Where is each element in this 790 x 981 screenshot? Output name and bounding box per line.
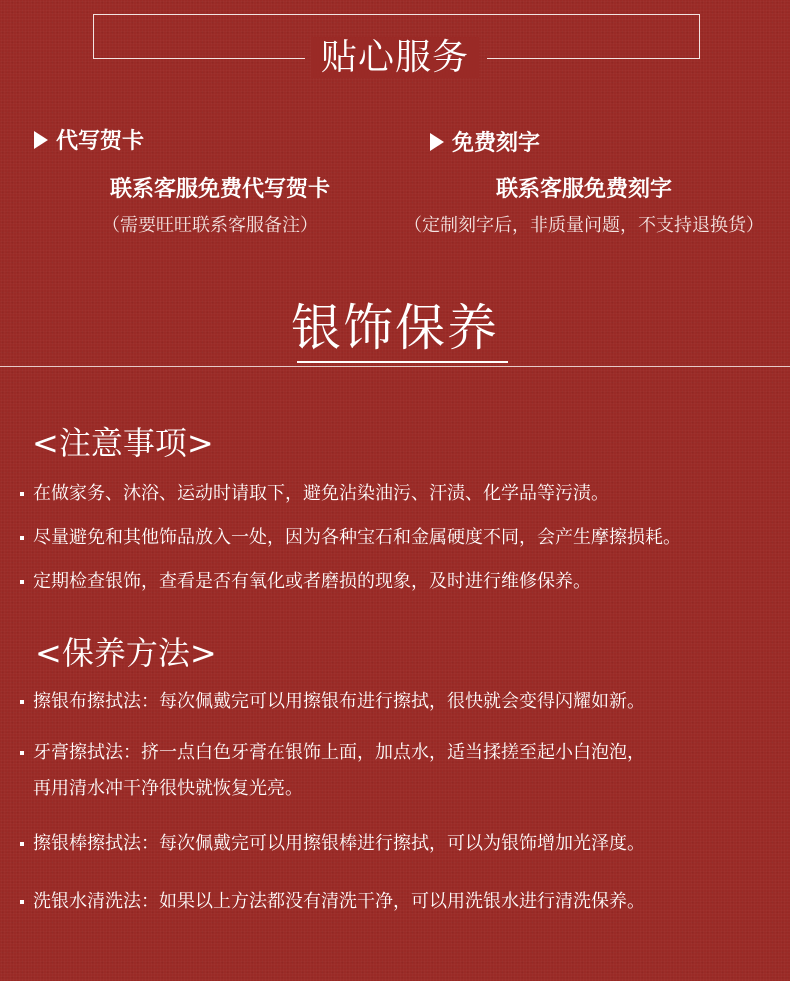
service-heading-label: 代写贺卡 <box>56 129 145 154</box>
methods-title: <保养方法> <box>35 634 217 672</box>
bullet-dot <box>20 842 24 846</box>
care-section-title: 银饰保养 <box>291 299 499 357</box>
bullet-dot <box>20 536 24 540</box>
bullet-dot <box>20 751 24 755</box>
service-greeting-card-note: （需要旺旺联系客服备注） <box>102 215 318 236</box>
service-engraving-main: 联系客服免费刻字 <box>495 177 672 202</box>
notice-item-text: 定期检查银饰，查看是否有氧化或者磨损的现象，及时进行维修保养。 <box>33 571 591 592</box>
triangle-icon <box>430 133 444 151</box>
notice-item <box>20 476 609 512</box>
method-item-line: 牙膏擦拭法：挤一点白色牙膏在银饰上面，加点水，适当揉搓至起小白泡泡， <box>33 742 645 763</box>
method-item <box>20 884 645 920</box>
service-title: 贴心服务 <box>0 36 790 80</box>
method-item <box>20 826 645 862</box>
bullet-dot <box>20 580 24 584</box>
care-title-underline <box>297 361 508 363</box>
method-item-text <box>33 735 645 807</box>
method-item-line: 再用清水冲干净很快就恢复光亮。 <box>33 778 303 799</box>
method-item-text: 擦银布擦拭法：每次佩戴完可以用擦银布进行擦拭，很快就会变得闪耀如新。 <box>33 691 645 712</box>
method-item-text: 洗银水清洗法：如果以上方法都没有清洗干净，可以用洗银水进行清洗保养。 <box>33 891 645 912</box>
notice-item-text: 在做家务、沐浴、运动时请取下，避免沾染油污、汗渍、化学品等污渍。 <box>33 483 609 504</box>
triangle-icon <box>34 131 48 149</box>
bullet-dot <box>20 900 24 904</box>
notice-title: <注意事项> <box>32 424 214 462</box>
method-item <box>20 735 645 807</box>
service-greeting-card-heading <box>34 124 144 155</box>
bullet-dot <box>20 700 24 704</box>
service-heading-label: 免费刻字 <box>452 131 541 156</box>
notice-item <box>20 564 591 600</box>
care-section-divider <box>0 366 790 367</box>
service-engraving-note: （定制刻字后，非质量问题，不支持退换货） <box>404 215 764 236</box>
notice-item <box>20 520 681 556</box>
service-engraving-heading <box>430 126 540 157</box>
method-item-text: 擦银棒擦拭法：每次佩戴完可以用擦银棒进行擦拭，可以为银饰增加光泽度。 <box>33 833 645 854</box>
method-item <box>20 684 645 720</box>
bullet-dot <box>20 492 24 496</box>
service-greeting-card-main: 联系客服免费代写贺卡 <box>109 177 330 202</box>
notice-item-text: 尽量避免和其他饰品放入一处，因为各种宝石和金属硬度不同，会产生摩擦损耗。 <box>33 527 681 548</box>
